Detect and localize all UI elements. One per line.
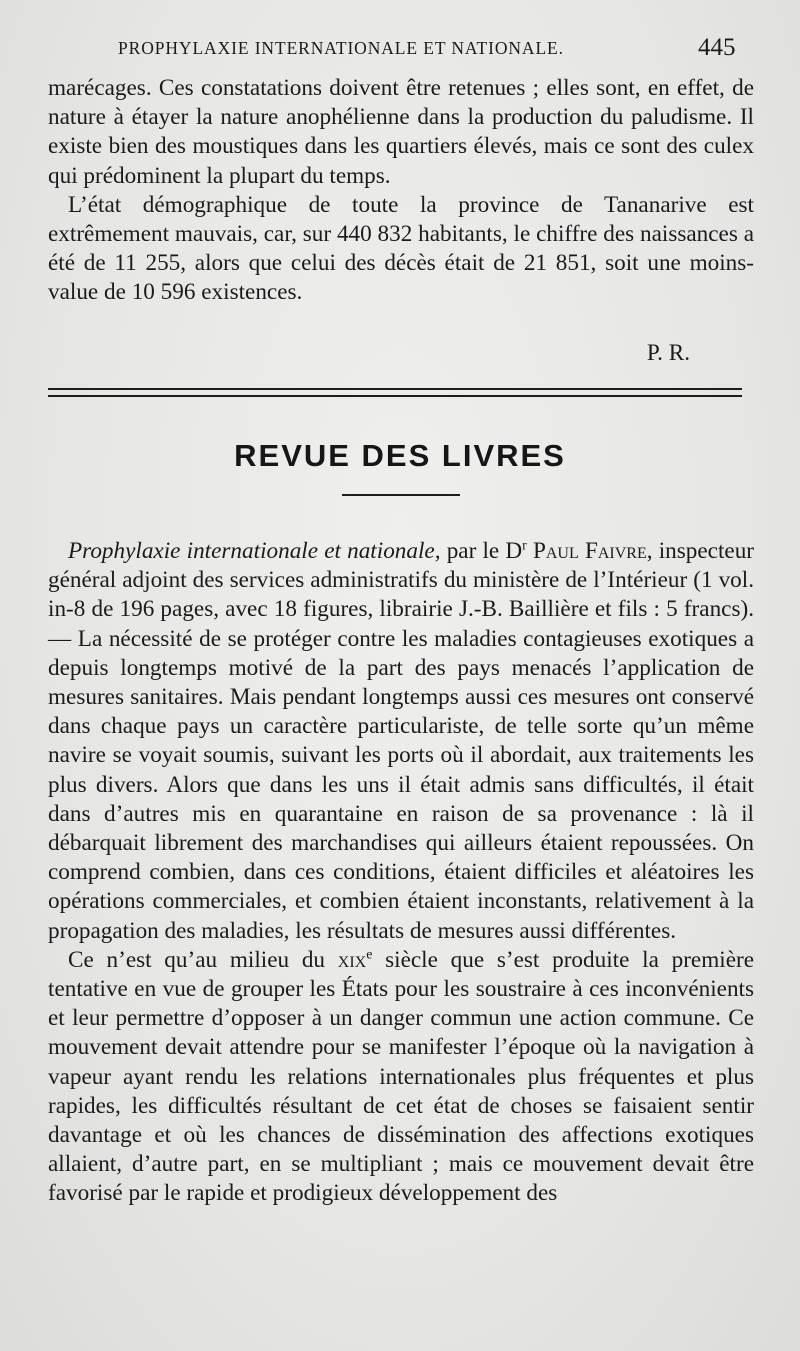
title-underline <box>342 494 460 496</box>
paragraph <box>48 946 754 1209</box>
previous-article-text <box>48 74 754 308</box>
paragraph: marécages. Ces constatations doivent être retenues ; elles sont, en effet, de nature à étayer la nature anophélienne dans la production du paludisme. Il existe bien des moustiques dans les quartiers élevés, mais ce sont des culex qui prédominent la plupart du temps. <box>48 75 754 189</box>
century-numeral: xix <box>337 946 367 973</box>
paragraph-text: Ce n’est qu’au milieu du <box>68 946 338 973</box>
author-name: Paul Faivre, <box>532 538 653 564</box>
section-divider <box>48 388 742 390</box>
section-divider <box>48 395 742 397</box>
book-title: Prophylaxie internationale et nationale, <box>68 538 441 564</box>
paragraph-text: siècle que s’est produite la première tentative en vue de grouper les États pour les soustraire à ces inconvénients et leur permettre d’opposer à un danger commun une action commune. Ce mouvement devait attendre pour se manifester l’époque où la navigation à vapeur ayant rendu les relations internationales plus fréquentes et plus rapides, les difficultés résultant de cet état de choses se faisaient sentir davantage et où les chances de dissémination des affections exotiques allaient, d’autre part, en se multipliant ; mais ce mouvement devait être favorisé par le rapide et prodigieux développement des <box>48 946 754 1207</box>
paragraph <box>48 537 754 946</box>
book-review-text <box>48 537 754 1209</box>
page-number: 445 <box>698 34 736 61</box>
author-signature: P. R. <box>646 340 690 366</box>
paragraph-text: inspecteur général adjoint des services administratifs du ministère de l’Intérieur (1 vol. in-8 de 196 pages, avec 18 figures, librairie J.-B. Baillière et fils : 5 francs). — La nécessité de se protéger contre les maladies contagieuses exotiques a depuis longtemps motivé de la part des pays menacés l’application de mesures sanitaires. Mais pendant longtemps aussi ces mesures ont conservé dans chaque pays un caractère particulariste, de telle sorte qu’un même navire se voyait soumis, suivant les ports où il abordait, aux traitements les plus divers. Alors que dans les uns il était admis sans difficultés, il était dans d’autres mis en quarantaine en raison de sa provenance : là il débarquait librement des marchandises qui ailleurs étaient repoussées. On comprend combien, dans ces conditions, étaient difficiles et aléatoires les opérations commerciales, et combien étaient inconstants, relativement à la propagation des maladies, les résultats de mesures aussi différentes. <box>48 538 755 944</box>
section-title: REVUE DES LIVRES <box>234 438 566 473</box>
running-title: PROPHYLAXIE INTERNATIONALE ET NATIONALE. <box>118 38 564 58</box>
running-head <box>0 34 800 70</box>
paragraph: L’état démographique de toute la province de Tananarive est extrêmement mauvais, car, sur 440 832 habitants, le chiffre des naissances a été de 11 255, alors que celui des décès était de 21 851, soit une moins-value de 10 596 existences. <box>48 191 754 306</box>
century-sup: e <box>366 947 373 963</box>
author-prefix: par le D <box>446 538 523 564</box>
author-prefix-sup: r <box>522 538 527 554</box>
